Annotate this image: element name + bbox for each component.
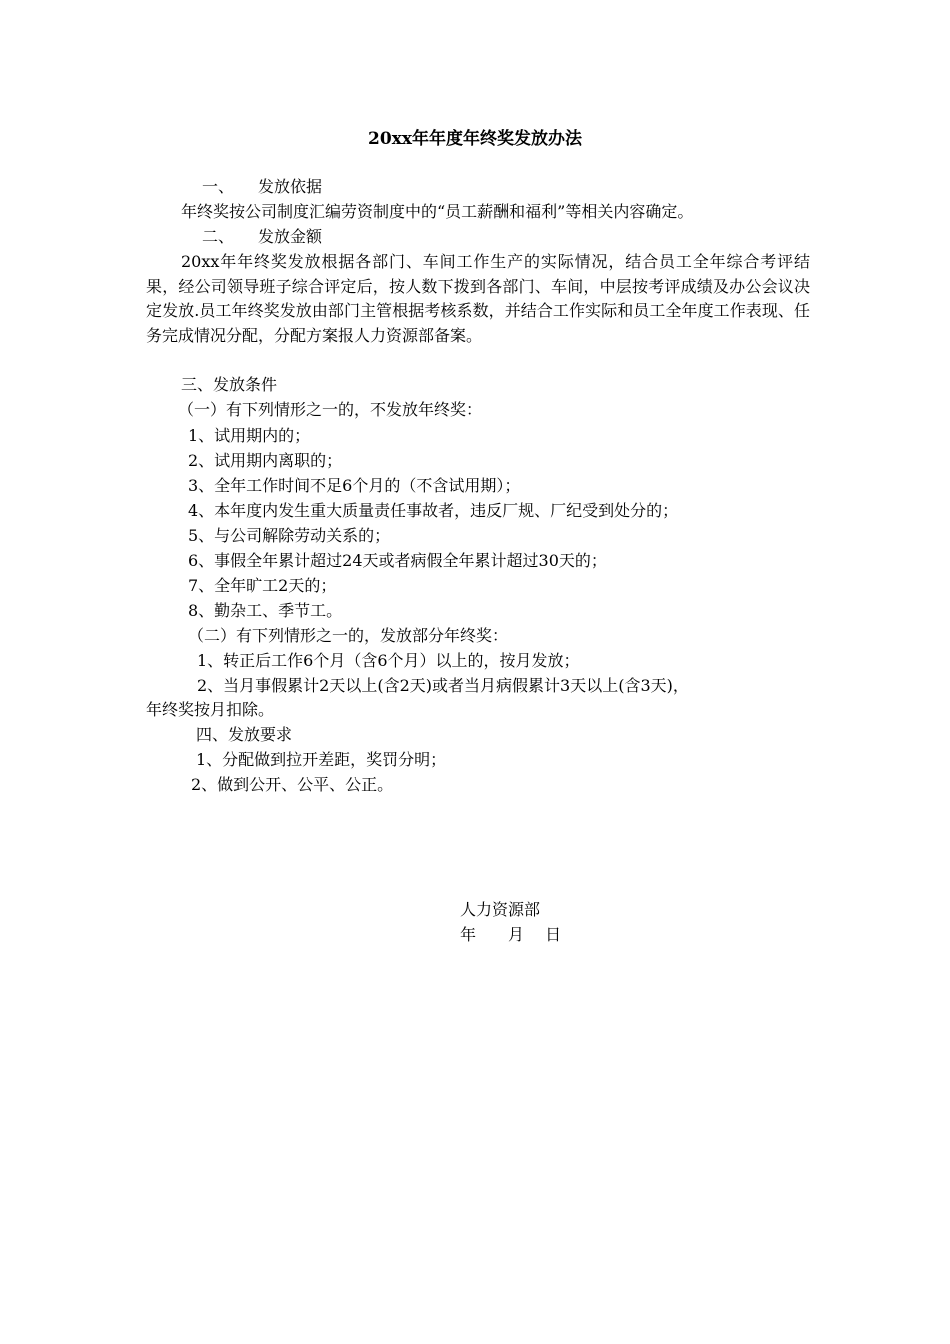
section2-body: 20xx年年终奖发放根据各部门、车间工作生产的实际情况，结合员工全年综合考评结果，经公司领导班子综合评定后，按人数下拨到各部门、车间，中层按考评成绩及办公会议决定发放.员工年终奖发放由部门主管根据考核系数，并结合工作实际和员工全年度工作表现、任务完成情况分配，分配方案报人力资源部备案。 <box>146 252 810 345</box>
document-title: 20xx年年度年终奖发放办法 <box>368 129 582 149</box>
list-item: 2、当月事假累计2天以上(含2天)或者当月病假累计3天以上(含3天)， <box>197 676 689 695</box>
section3-sub2-heading: （二）有下列情形之一的，发放部分年终奖： <box>188 626 509 645</box>
section2-title: 发放金额 <box>258 227 323 246</box>
list-item: 6、事假全年累计超过24天或者病假全年累计超过30天的； <box>188 551 607 570</box>
section4-heading: 四、发放要求 <box>196 725 293 744</box>
signature-department: 人力资源部 <box>460 900 541 919</box>
section1-heading <box>202 175 322 199</box>
section2-heading <box>202 225 322 249</box>
section1-number: 一、 <box>202 177 235 196</box>
section1-body: 年终奖按公司制度汇编劳资制度中的“员工薪酬和福利”等相关内容确定。 <box>181 202 694 221</box>
list-item: 2、做到公开、公平、公正。 <box>191 775 394 794</box>
section1-title: 发放依据 <box>258 177 323 196</box>
list-item: 4、本年度内发生重大质量责任事故者，违反厂规、厂纪受到处分的； <box>188 501 679 520</box>
signature-date: 年 月 日 <box>460 925 562 944</box>
list-item: 1、转正后工作6个月（含6个月）以上的，按月发放； <box>197 651 580 670</box>
section3-heading: 三、发放条件 <box>181 375 278 394</box>
section2-number: 二、 <box>202 227 235 246</box>
list-item: 1、分配做到拉开差距，奖罚分明； <box>196 750 447 769</box>
list-item: 1、试用期内的； <box>188 426 311 445</box>
section3-sub1-heading: （一）有下列情形之一的，不发放年终奖： <box>178 400 483 419</box>
list-item: 3、全年工作时间不足6个月的（不含试用期）； <box>188 476 521 495</box>
list-item: 5、与公司解除劳动关系的； <box>188 526 391 545</box>
list-item: 7、全年旷工2天的； <box>188 576 337 595</box>
list-item: 2、试用期内离职的； <box>188 451 343 470</box>
list-item-continuation: 年终奖按月扣除。 <box>146 700 275 719</box>
list-item: 8、勤杂工、季节工。 <box>188 601 343 620</box>
